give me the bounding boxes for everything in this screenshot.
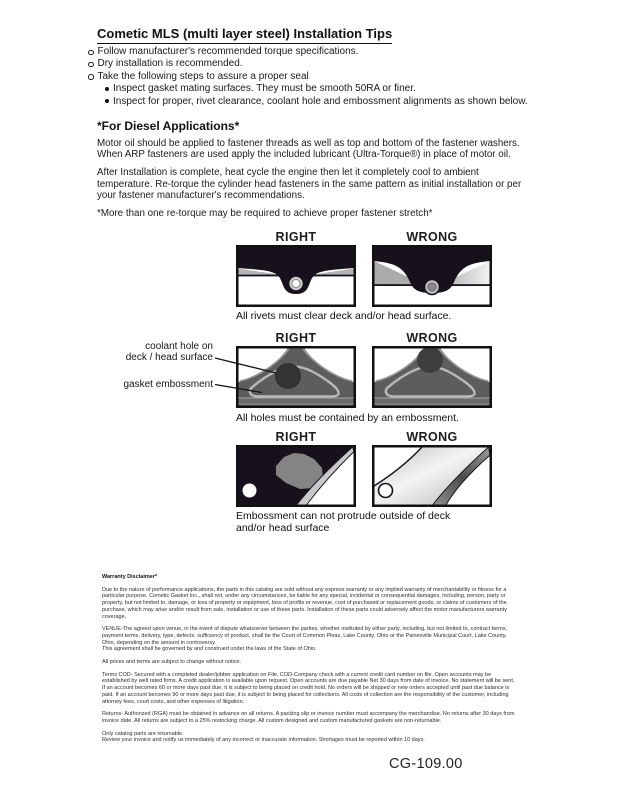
coolant-hole-label: coolant hole on deck / head surface (125, 341, 213, 363)
figure-wrong-label: WRONG (406, 230, 458, 244)
sub-list-item (105, 96, 548, 108)
fineprint-paragraph: Returns- Authorized (RGA) must be obtained in advance on all returns. A packing slip or invoice number must accompany the merchandise. No returns after 30 days from invoice date. All returns are subject to a 25% restocking charge. All custom designed and custom manufactured gaskets are non-returnable. (102, 711, 515, 724)
dot-marker-icon (105, 87, 109, 91)
fig2-wrong-panel (372, 346, 492, 408)
fineprint-paragraph: Review your invoice and notify us immediately of any incorrect or inaccurate information. Shortages must be reported within 10 days. (102, 737, 425, 744)
diesel-applications-section (97, 119, 533, 219)
fig1-caption: All rivets must clear deck and/or head surface. (236, 310, 452, 322)
fineprint-paragraph: Due to the nature of performance applications, the parts in this catalog are sold without any express warranty or any implied warranty of merchantability or fitness for a particular purpose. Cometic Gasket Inc., shall not, under any circumstances, be liable for any special, incidental or consequential damages, including, person, party or property, but not limited to, damage, or loss of property or equipment, loss of profits or revenue, cost of purchased or replacement goods, or claims of customers of the purchase, which may arise and/or result from sale, installation or use of these parts. Installation of these parts could adversely affect the motor manufacturers warranty coverage. (102, 586, 507, 620)
fig1-wrong-panel (372, 245, 492, 307)
figure-embossment-protrusion (236, 430, 492, 534)
fig3-wrong-panel (372, 445, 492, 507)
diesel-paragraph: After Installation is complete, heat cycle the engine then let it completely cool to ambient temperature. Re-torque the cylinder head fasteners in the same pattern as initial installation or per your fastener manufacturer's recommendations. (97, 167, 522, 202)
sub-list-item (105, 83, 548, 95)
figure-wrong-label: WRONG (406, 430, 458, 444)
diesel-heading: *For Diesel Applications* (97, 119, 240, 133)
installation-tips-list (88, 46, 548, 108)
coolant-hole-icon (417, 347, 443, 373)
coolant-hole-icon (275, 363, 301, 389)
list-item-text: Inspect for proper, rivet clearance, coolant hole and embossment alignments as shown below. (113, 95, 528, 107)
list-item-text: Take the following steps to assure a proper seal (97, 70, 309, 82)
list-item-text: Inspect gasket mating surfaces. They must be smooth 50RA or finer. (113, 83, 416, 95)
figure-right-label: RIGHT (275, 331, 317, 345)
fineprint-paragraph: This agreement shall be governed by and construed under the laws of the State of Ohio. (102, 646, 317, 653)
doc-number: CG-109.00 (389, 756, 463, 772)
warranty-fineprint (102, 574, 518, 744)
bolt-hole-icon (243, 484, 257, 498)
figure-right-label: RIGHT (275, 230, 317, 244)
fig2-caption: All holes must be contained by an embossment. (236, 412, 459, 424)
diesel-paragraph: Motor oil should be applied to fastener threads as well as top and bottom of the fastener washers. When ARP fasteners are used apply the included lubricant (Ultra-Torque®) in place of motor oil. (97, 138, 520, 161)
fig3-caption: Embossment can not protrude outside of deck and/or head surface (236, 510, 451, 534)
bullet-marker-icon (88, 62, 94, 68)
bolt-hole-icon (379, 484, 393, 498)
fineprint-paragraph: VENUE-The agreed upon venue, in the event of dispute whatsoever between the parties, whether instituted by either party, including, but not limited to, contract terms, payment terms, delivery, type, defects, sufficiency of product, shall be the Court of Common Pleas, Lake County, Ohio or the Painesville Municipal Court, Lake County, Ohio, depending on the amount in controversy. (102, 626, 507, 646)
figure-rivet-clearance (236, 230, 492, 323)
warranty-heading: Warranty Disclaimer* (102, 574, 158, 580)
fig1-right-panel (236, 245, 356, 307)
list-item (88, 46, 548, 58)
list-item-text: Follow manufacturer's recommended torque specifications. (97, 46, 359, 57)
fineprint-paragraph: Only catalog parts are returnable. (102, 730, 184, 737)
page-title: Cometic MLS (multi layer steel) Installation Tips (97, 26, 392, 44)
figure-wrong-label: WRONG (406, 331, 458, 345)
dot-marker-icon (105, 99, 109, 103)
fig3-right-panel (236, 445, 356, 507)
list-item (88, 58, 548, 70)
fineprint-paragraph: Terms COD- Secured with a completed dealer/jobber application on File, COD-Company check with a current credit card number on file. Open accounts may be established by well rated firms. A credit application is available upon request. Open accounts are due payable Net 30 days from date of invoice. No statement will be sent. If an account becomes 60 or more days past due, it is subject to being placed on credit hold. No orders will be shipped or new orders accepted until past due balance is paid. If an account becomes 90 or more days past due, it is subject to being placed for collections. All costs of collection are the responsibility of the customer, including attorney fees, court costs, and other expenses of litigation. (102, 671, 515, 705)
figure-right-label: RIGHT (275, 430, 317, 444)
list-item (88, 71, 548, 83)
bullet-marker-icon (88, 74, 94, 80)
figure-hole-embossment (110, 331, 530, 431)
fig2-right-panel (236, 346, 356, 408)
gasket-embossment-label: gasket embossment (123, 379, 213, 390)
bullet-marker-icon (88, 50, 94, 56)
fineprint-paragraph: All prices and terms are subject to change without notice. (102, 659, 242, 666)
list-item-text: Dry installation is recommended. (97, 58, 243, 70)
diesel-paragraph: *More than one re-torque may be required to achieve proper fastener stretch* (97, 208, 433, 220)
